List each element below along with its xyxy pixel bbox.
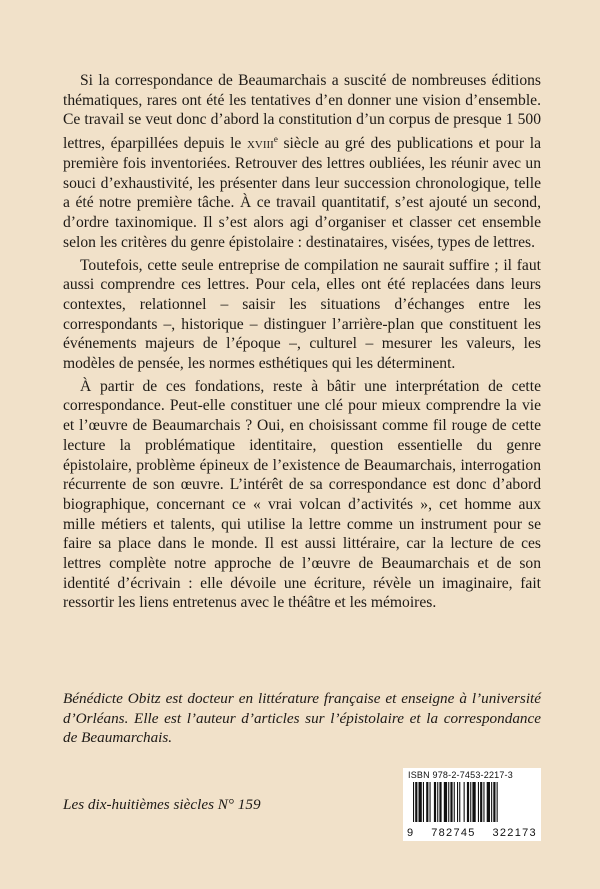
ean-left-group: 782745	[431, 827, 476, 839]
ean-digits	[403, 827, 541, 839]
isbn-number: ISBN 978-2-7453-2217-3	[408, 770, 513, 780]
ean-right-group: 322173	[492, 827, 537, 839]
barcode-bars	[413, 782, 531, 822]
paragraph-1: Si la correspondance de Beaumarchais a suscité de nombreuses éditions thématiques, rares ont été les tentatives d’en donner une vision d’ensemble. Ce travail se veut donc d’abord la constitution d’un corpus de presque 1 500 lettres, éparpillées depuis le xviii$^e$ siècle au gré des publications et pour la première fois inventoriées. Retrouver des lettres oubliées, les réunir avec un souci d’exhaustivité, les présenter dans leur succession chronologique, telle a été notre première tâche. À ce travail quantitatif, s’est ajouté un second, d’ordre taxinomique. Il s’est alors agi d’organiser et classer cet ensemble selon les critères du genre épistolaire : destinataires, visées, types de lettres.	[63, 72, 541, 251]
century-numeral: xviii	[246, 135, 274, 153]
paragraph-3: À partir de ces fondations, reste à bâtir une interprétation de cette correspondance. Peut-elle constituer une clé pour mieux comprendre la vie et l’œuvre de Beaumarchais ? Oui, en choisissant comme fil rouge de cette lecture la problématique identitaire, question essentielle du genre épistolaire, problème épineux de l’existence de Beaumarchais, interrogation récurrente de son œuvre. L’intérêt de sa correspondance est donc d’abord biographique, concernant ce « vrai volcan d’activités », cet homme aux mille métiers et talents, qui utilise la lettre comme un instrument pour se faire sa place dans le monde. Il est aussi littéraire, car la lecture de ces lettres complète notre approche de l’œuvre de Beaumarchais et de son identité d’écrivain : elle dévoile une écriture, révèle un imaginaire, fait ressortir les liens entretenus avec le théâtre et les mémoires.	[63, 377, 541, 612]
author-bio: Bénédicte Obitz est docteur en littérature française et enseigne à l’université d’Orléans. Elle est l’auteur d’articles sur l’épistolaire et la correspondance de Beaumarchais.	[63, 690, 541, 746]
ean-first-digit: 9	[407, 827, 415, 839]
summary-text	[63, 71, 541, 616]
isbn-barcode	[403, 768, 541, 841]
century-suffix: e	[273, 134, 278, 145]
paragraph-2: Toutefois, cette seule entreprise de compilation ne saurait suffire ; il faut aussi comprendre ces lettres. Pour cela, elles ont été replacées dans leurs contextes, relationnel – saisir les situations d’échanges entre les correspondants –, historique – distinguer l’arrière-plan que constituent les événements majeurs de l’époque –, culturel – mesurer les valeurs, les modèles de pensée, les normes esthétiques qui les déterminent.	[63, 256, 541, 373]
series-label: Les dix-huitièmes siècles N° 159	[63, 796, 261, 813]
